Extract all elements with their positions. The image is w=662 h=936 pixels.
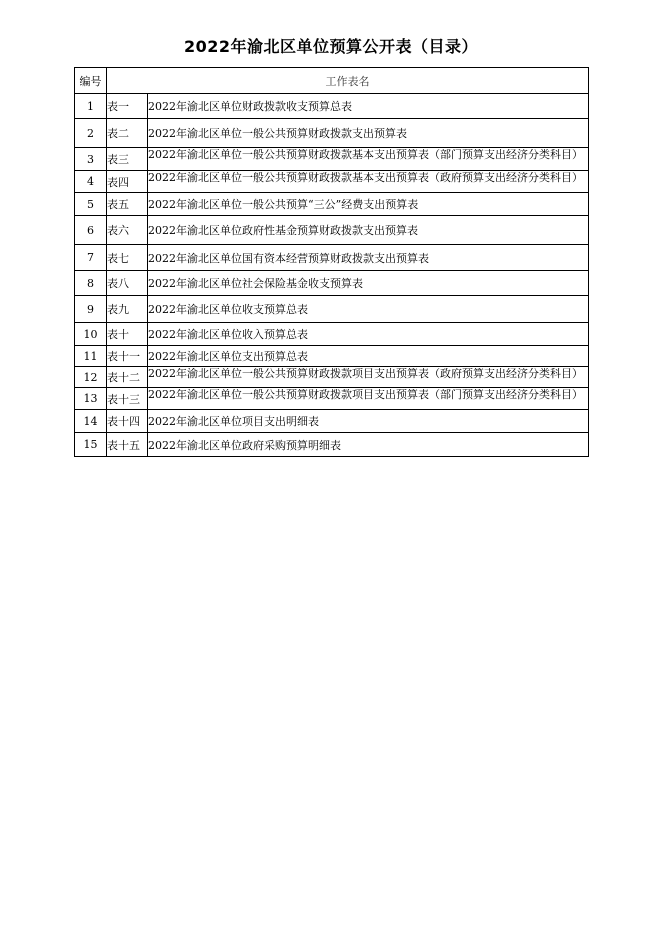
row-code: 表三 [107,148,148,171]
row-number: 2 [75,119,107,148]
table-header-row [75,68,589,94]
row-sheet-name[interactable]: 2022年渝北区单位项目支出明细表 [148,410,589,433]
row-sheet-name[interactable]: 2022年渝北区单位一般公共预算“三公”经费支出预算表 [148,193,589,216]
row-sheet-name[interactable]: 2022年渝北区单位财政拨款收支预算总表 [148,94,589,119]
row-sheet-name-text: 2022年渝北区单位一般公共预算财政拨款基本支出预算表（部门预算支出经济分类科目） [148,149,583,161]
table-row[interactable] [75,346,589,367]
row-code: 表十一 [107,346,148,367]
row-number: 13 [75,388,107,410]
header-number: 编号 [75,68,107,94]
row-code: 表七 [107,245,148,271]
row-sheet-name[interactable] [148,388,589,410]
row-sheet-name[interactable]: 2022年渝北区单位收入预算总表 [148,323,589,346]
row-number: 14 [75,410,107,433]
row-number: 9 [75,296,107,323]
row-code: 表五 [107,193,148,216]
row-number: 6 [75,216,107,245]
row-number: 5 [75,193,107,216]
table-row[interactable] [75,410,589,433]
row-number: 7 [75,245,107,271]
row-sheet-name-text: 2022年渝北区单位一般公共预算财政拨款基本支出预算表（政府预算支出经济分类科目） [148,172,583,184]
row-sheet-name[interactable]: 2022年渝北区单位一般公共预算财政拨款支出预算表 [148,119,589,148]
row-number: 10 [75,323,107,346]
row-number: 15 [75,433,107,457]
row-sheet-name[interactable]: 2022年渝北区单位支出预算总表 [148,346,589,367]
row-sheet-name[interactable]: 2022年渝北区单位政府性基金预算财政拨款支出预算表 [148,216,589,245]
row-sheet-name-text: 2022年渝北区单位一般公共预算财政拨款项目支出预算表（部门预算支出经济分类科目） [148,389,583,401]
row-number: 4 [75,171,107,193]
row-sheet-name[interactable]: 2022年渝北区单位收支预算总表 [148,296,589,323]
row-sheet-name[interactable]: 2022年渝北区单位国有资本经营预算财政拨款支出预算表 [148,245,589,271]
table-row[interactable] [75,388,589,410]
row-sheet-name[interactable]: 2022年渝北区单位政府采购预算明细表 [148,433,589,457]
row-code: 表十五 [107,433,148,457]
row-number: 11 [75,346,107,367]
row-number: 1 [75,94,107,119]
table-row[interactable] [75,119,589,148]
row-number: 12 [75,367,107,388]
table-row[interactable] [75,94,589,119]
row-number: 3 [75,148,107,171]
table-row[interactable] [75,216,589,245]
row-code: 表二 [107,119,148,148]
row-code: 表十三 [107,388,148,410]
row-code: 表八 [107,271,148,296]
row-code: 表一 [107,94,148,119]
row-code: 表十 [107,323,148,346]
page-title: 2022年渝北区单位预算公开表（目录） [183,37,479,56]
table-row[interactable] [75,193,589,216]
table-row[interactable] [75,245,589,271]
table-row[interactable] [75,367,589,388]
row-code: 表四 [107,171,148,193]
row-code: 表十四 [107,410,148,433]
row-number: 8 [75,271,107,296]
row-code: 表六 [107,216,148,245]
table-row[interactable] [75,323,589,346]
table-row[interactable] [75,148,589,171]
row-sheet-name[interactable]: 2022年渝北区单位社会保险基金收支预算表 [148,271,589,296]
table-row[interactable] [75,296,589,323]
row-sheet-name[interactable] [148,148,589,171]
row-code: 表十二 [107,367,148,388]
row-code: 表九 [107,296,148,323]
catalog-table [74,67,589,457]
row-sheet-name-text: 2022年渝北区单位一般公共预算财政拨款项目支出预算表（政府预算支出经济分类科目） [148,368,583,380]
row-sheet-name[interactable] [148,367,589,388]
table-row[interactable] [75,433,589,457]
header-sheet-name: 工作表名 [107,68,589,94]
table-row[interactable] [75,271,589,296]
table-row[interactable] [75,171,589,193]
row-sheet-name[interactable] [148,171,589,193]
